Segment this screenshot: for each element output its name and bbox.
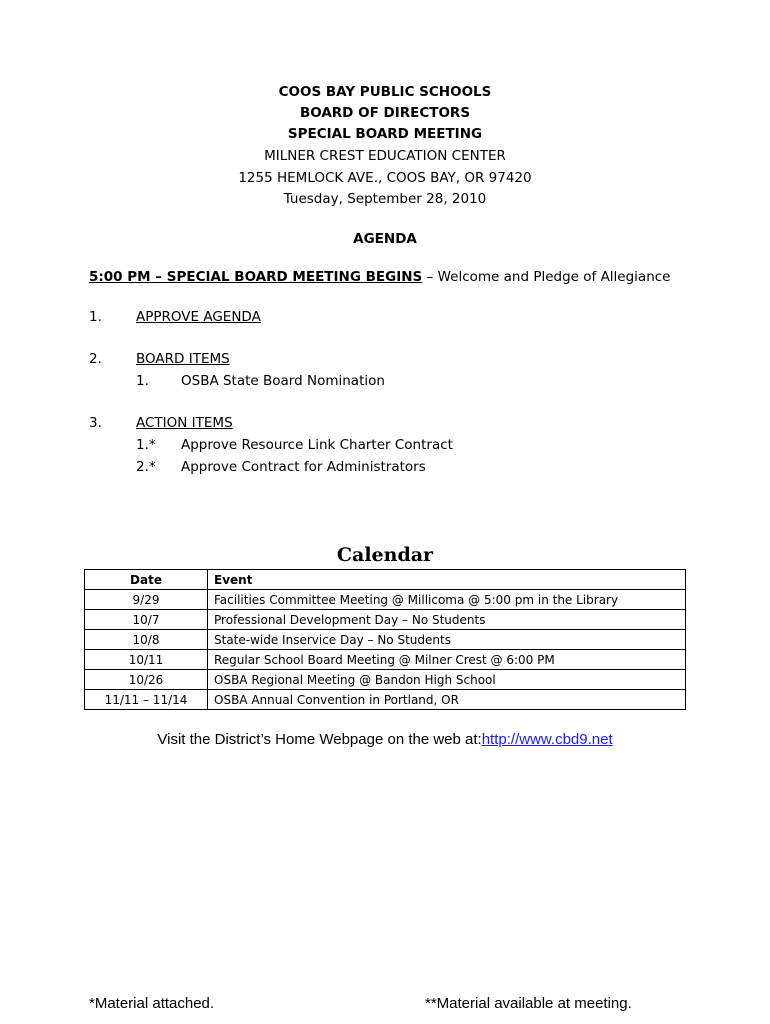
opening-line xyxy=(89,267,671,287)
event-cell: OSBA Regional Meeting @ Bandon High School xyxy=(208,670,686,690)
date-cell: 10/8 xyxy=(85,630,208,650)
table-header-row xyxy=(85,570,686,590)
date-cell: 10/11 xyxy=(85,650,208,670)
event-cell: State-wide Inservice Day – No Students xyxy=(208,630,686,650)
table-row xyxy=(85,590,686,610)
website-line xyxy=(0,731,770,748)
website-prompt: Visit the District’s Home Webpage on the web at: xyxy=(157,731,482,748)
date-cell: 10/7 xyxy=(85,610,208,630)
item-title-board-items: BOARD ITEMS xyxy=(136,351,230,367)
subitem-text: Approve Resource Link Charter Contract xyxy=(181,437,453,453)
event-cell: OSBA Annual Convention in Portland, OR xyxy=(208,690,686,710)
table-row xyxy=(85,630,686,650)
subitem-number: 1. xyxy=(136,373,149,389)
date-cell: 10/26 xyxy=(85,670,208,690)
calendar-table xyxy=(84,569,686,710)
footnote-available: **Material available at meeting. xyxy=(425,995,632,1012)
meeting-address: 1255 HEMLOCK AVE., COOS BAY, OR 97420 xyxy=(238,170,532,186)
subitem-number: 2.* xyxy=(136,459,156,475)
agenda-heading: AGENDA xyxy=(353,231,417,247)
event-cell: Facilities Committee Meeting @ Millicoma @ 5:00 pm in the Library xyxy=(208,590,686,610)
subitem-text: OSBA State Board Nomination xyxy=(181,373,385,389)
opening-text: – Welcome and Pledge of Allegiance xyxy=(422,269,671,285)
opening-time: 5:00 PM – SPECIAL BOARD MEETING BEGINS xyxy=(89,269,423,285)
website-link[interactable]: http://www.cbd9.net xyxy=(481,731,613,748)
table-row xyxy=(85,650,686,670)
date-cell: 11/11 – 11/14 xyxy=(85,690,208,710)
item-title-approve-agenda: APPROVE AGENDA xyxy=(136,309,261,325)
calendar-title: Calendar xyxy=(336,544,434,566)
subitem-text: Approve Contract for Administrators xyxy=(181,459,426,475)
item-number: 1. xyxy=(89,309,102,325)
meeting-date: Tuesday, September 28, 2010 xyxy=(283,191,487,207)
footnote-attached: *Material attached. xyxy=(89,995,215,1012)
date-cell: 9/29 xyxy=(85,590,208,610)
date-header: Date xyxy=(85,570,208,590)
item-number: 3. xyxy=(89,415,102,431)
event-header: Event xyxy=(208,570,686,590)
meeting-type: SPECIAL BOARD MEETING xyxy=(287,126,483,142)
item-number: 2. xyxy=(89,351,102,367)
subitem-number: 1.* xyxy=(136,437,156,453)
table-row xyxy=(85,610,686,630)
board-name: BOARD OF DIRECTORS xyxy=(299,105,471,121)
org-name: COOS BAY PUBLIC SCHOOLS xyxy=(278,84,492,100)
table-row xyxy=(85,690,686,710)
event-cell: Professional Development Day – No Students xyxy=(208,610,686,630)
event-cell: Regular School Board Meeting @ Milner Crest @ 6:00 PM xyxy=(208,650,686,670)
table-row xyxy=(85,670,686,690)
meeting-location: MILNER CREST EDUCATION CENTER xyxy=(264,148,506,164)
item-title-action-items: ACTION ITEMS xyxy=(136,415,233,431)
